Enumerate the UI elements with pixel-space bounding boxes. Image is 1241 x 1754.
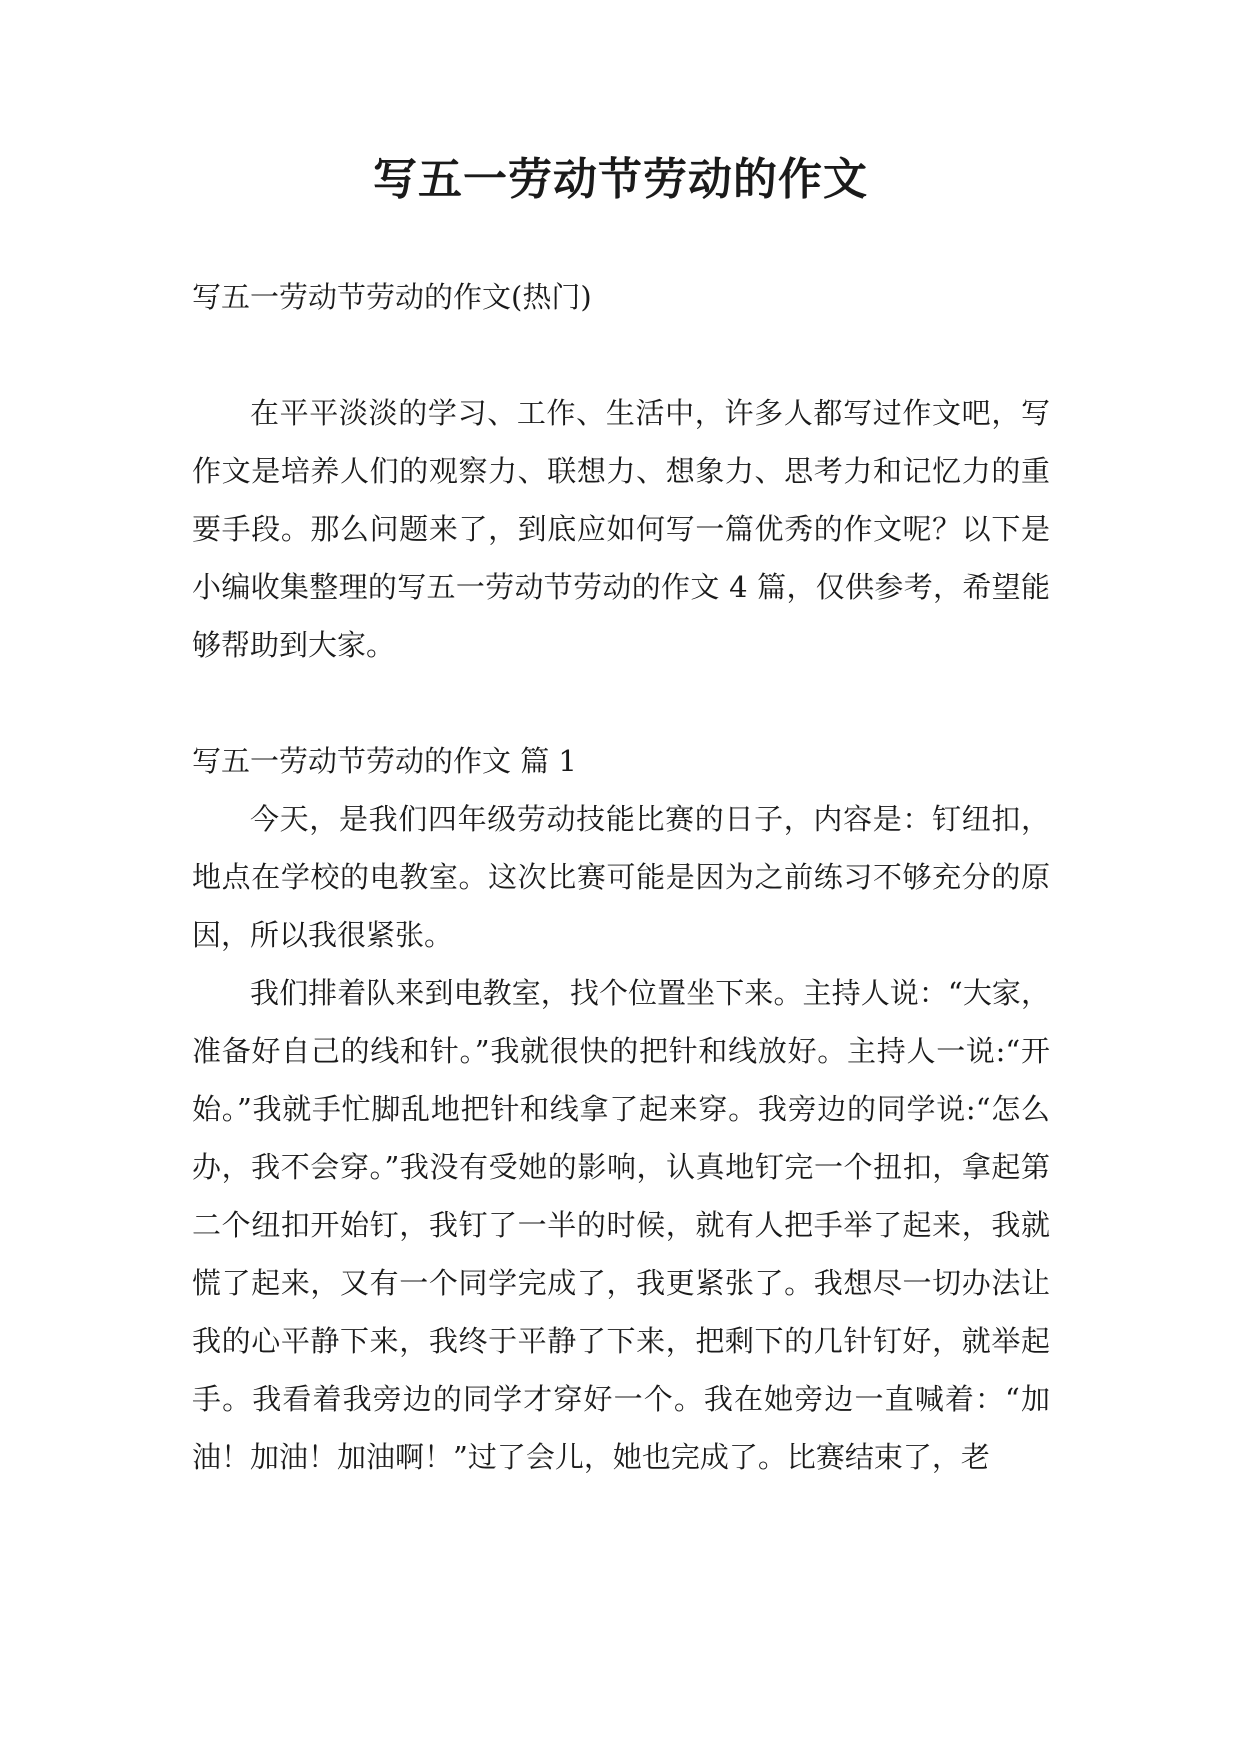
document-body [192, 268, 1050, 1486]
body-paragraph: 今天，是我们四年级劳动技能比赛的日子，内容是：钉纽扣，地点在学校的电教室。这次比赛可能是因为之前练习不够充分的原因，所以我很紧张。 [192, 802, 1050, 952]
spacer [192, 326, 1050, 384]
spacer [192, 674, 1050, 732]
document-subtitle: 写五一劳动节劳动的作文(热门) [192, 280, 592, 314]
intro-paragraph: 在平平淡淡的学习、工作、生活中，许多人都写过作文吧，写作文是培养人们的观察力、联想力、想象力、思考力和记忆力的重要手段。那么问题来了，到底应如何写一篇优秀的作文呢？以下是小编收集整理的写五一劳动节劳动的作文 4 篇，仅供参考，希望能够帮助到大家。 [192, 396, 1050, 662]
body-paragraph: 我们排着队来到电教室，找个位置坐下来。主持人说：“大家，准备好自己的线和针。”我就很快的把针和线放好。主持人一说:“开始。”我就手忙脚乱地把针和线拿了起来穿。我旁边的同学说:“怎么办，我不会穿。”我没有受她的影响，认真地钉完一个扭扣，拿起第二个纽扣开始钉，我钉了一半的时候，就有人把手举了起来，我就慌了起来，又有一个同学完成了，我更紧张了。我想尽一切办法让我的心平静下来，我终于平静了下来，把剩下的几针钉好，就举起手。我看着我旁边的同学才穿好一个。我在她旁边一直喊着：“加油！加油！加油啊！”过了会儿，她也完成了。比赛结束了，老 [192, 976, 1050, 1474]
section-heading: 写五一劳动节劳动的作文 篇 1 [192, 744, 577, 778]
document-title: 写五一劳动节劳动的作文 [373, 154, 868, 205]
